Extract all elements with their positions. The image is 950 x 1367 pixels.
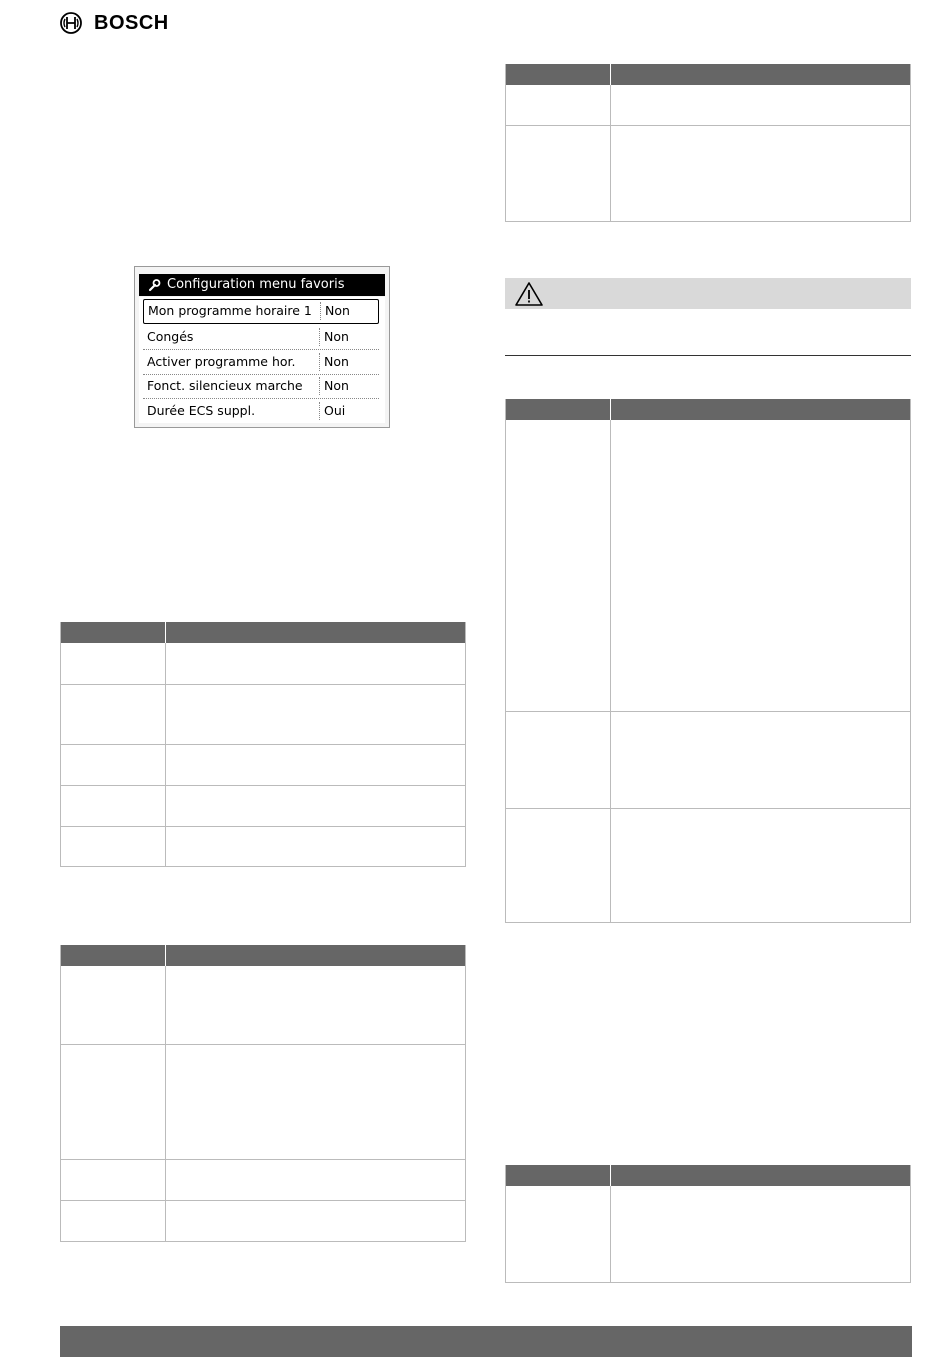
right-table-1 [505,64,911,222]
display-title: Configuration menu favoris [167,277,345,292]
display-list [139,297,385,423]
favorites-menu-display [134,266,390,428]
brand-name: BOSCH [94,12,169,34]
display-title-bar [139,274,385,296]
warning-divider [505,355,911,356]
display-row-activer-programme[interactable] [143,350,379,375]
table-row [61,744,465,785]
display-row-fonct-silencieux[interactable] [143,374,379,399]
table-row [61,1044,465,1159]
left-table-2 [60,945,466,1242]
row-value: Oui [319,402,345,420]
bosch-armature-icon [60,12,82,34]
table-row [506,808,910,922]
table-row [506,1186,910,1282]
table-row [61,1200,465,1241]
table-row [61,966,465,1044]
table-row [61,1159,465,1200]
display-row-programme-horaire[interactable] [143,299,379,324]
table-row [506,85,910,125]
row-label: Durée ECS suppl. [147,403,256,418]
right-table-3 [505,1165,911,1283]
table-row [61,643,465,684]
row-value: Non [319,377,349,395]
row-value: Non [319,353,349,371]
table-row [61,684,465,744]
table-row [506,711,910,808]
warning-triangle-icon [514,281,544,307]
table-row [61,826,465,866]
table-header [61,945,465,966]
row-label: Congés [147,329,194,344]
row-value: Non [319,328,349,346]
table-header [506,399,910,420]
table-header [506,1165,910,1186]
right-table-2 [505,399,911,923]
row-label: Activer programme hor. [147,354,296,369]
row-value: Non [320,302,350,320]
display-row-duree-ecs[interactable] [143,399,379,423]
left-table-1 [60,622,466,867]
row-label: Fonct. silencieux marche [147,378,303,393]
row-label: Mon programme horaire 1 [148,303,312,318]
warning-banner [505,278,911,309]
display-row-conges[interactable] [143,325,379,350]
table-row [506,125,910,221]
table-header [61,622,465,643]
table-header [506,64,910,85]
page-footer-bar [60,1326,912,1357]
table-row [506,420,910,711]
table-row [61,785,465,826]
